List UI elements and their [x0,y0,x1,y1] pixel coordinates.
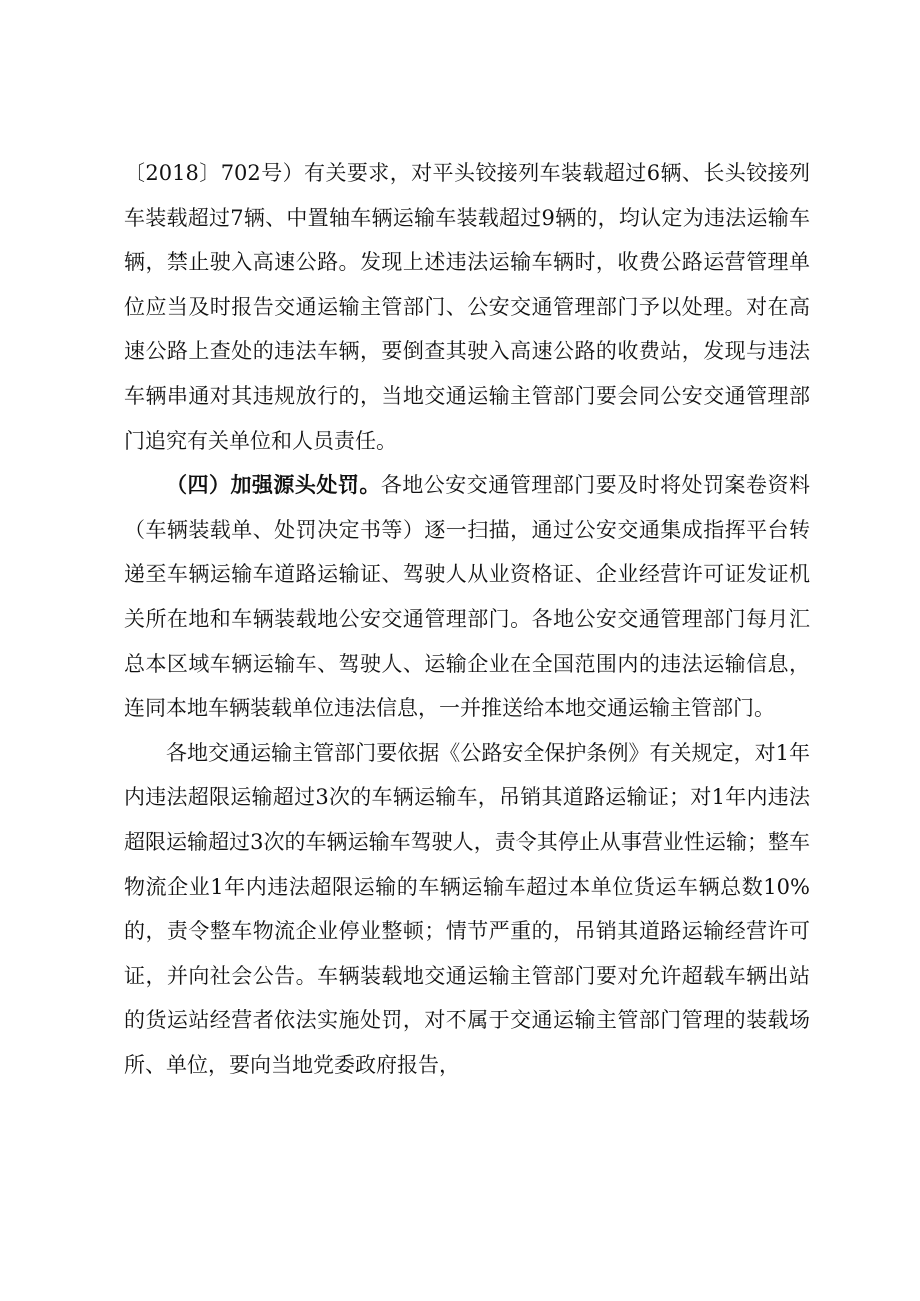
section-heading-4: （四）加强源头处罚。 [166,473,381,498]
paragraph-1-text: 〔2018〕702号）有关要求，对平头铰接列车装载超过6辆、长头铰接列车装载超过7辆、中置轴车辆运输车装载超过9辆的，均认定为违法运输车辆，禁止驶入高速公路。发现上述违法运输车辆时，收费公路运营管理单位应当及时报告交通运输主管部门、公安交通管理部门予以处理。对在高速公路上查处的违法车辆，要倒查其驶入高速公路的收费站，发现与违法车辆串通对其违规放行的，当地交通运输主管部门要会同公安交通管理部门追究有关单位和人员责任。 [124,161,810,453]
paragraph-2 [124,463,810,731]
paragraph-3 [124,731,810,1088]
paragraph-2-text: 各地公安交通管理部门要及时将处罚案卷资料（车辆装载单、处罚决定书等）逐一扫描，通过公安交通集成指挥平台转递至车辆运输车道路运输证、驾驶人从业资格证、企业经营许可证发证机关所在地和车辆装载地公安交通管理部门。各地公安交通管理部门每月汇总本区域车辆运输车、驾驶人、运输企业在全国范围内的违法运输信息，连同本地车辆装载单位违法信息，一并推送给本地交通运输主管部门。 [124,473,810,721]
document-body [124,151,810,1087]
paragraph-1 [124,151,810,463]
paragraph-3-text: 各地交通运输主管部门要依据《公路安全保护条例》有关规定，对1年内违法超限运输超过3次的车辆运输车，吊销其道路运输证；对1年内违法超限运输超过3次的车辆运输车驾驶人，责令其停止从事营业性运输；整车物流企业1年内违法超限运输的车辆运输车超过本单位货运车辆总数10%的，责令整车物流企业停业整顿；情节严重的，吊销其道路运输经营许可证，并向社会公告。车辆装载地交通运输主管部门要对允许超载车辆出站的货运站经营者依法实施处罚，对不属于交通运输主管部门管理的装载场所、单位，要向当地党委政府报告， [124,740,810,1077]
